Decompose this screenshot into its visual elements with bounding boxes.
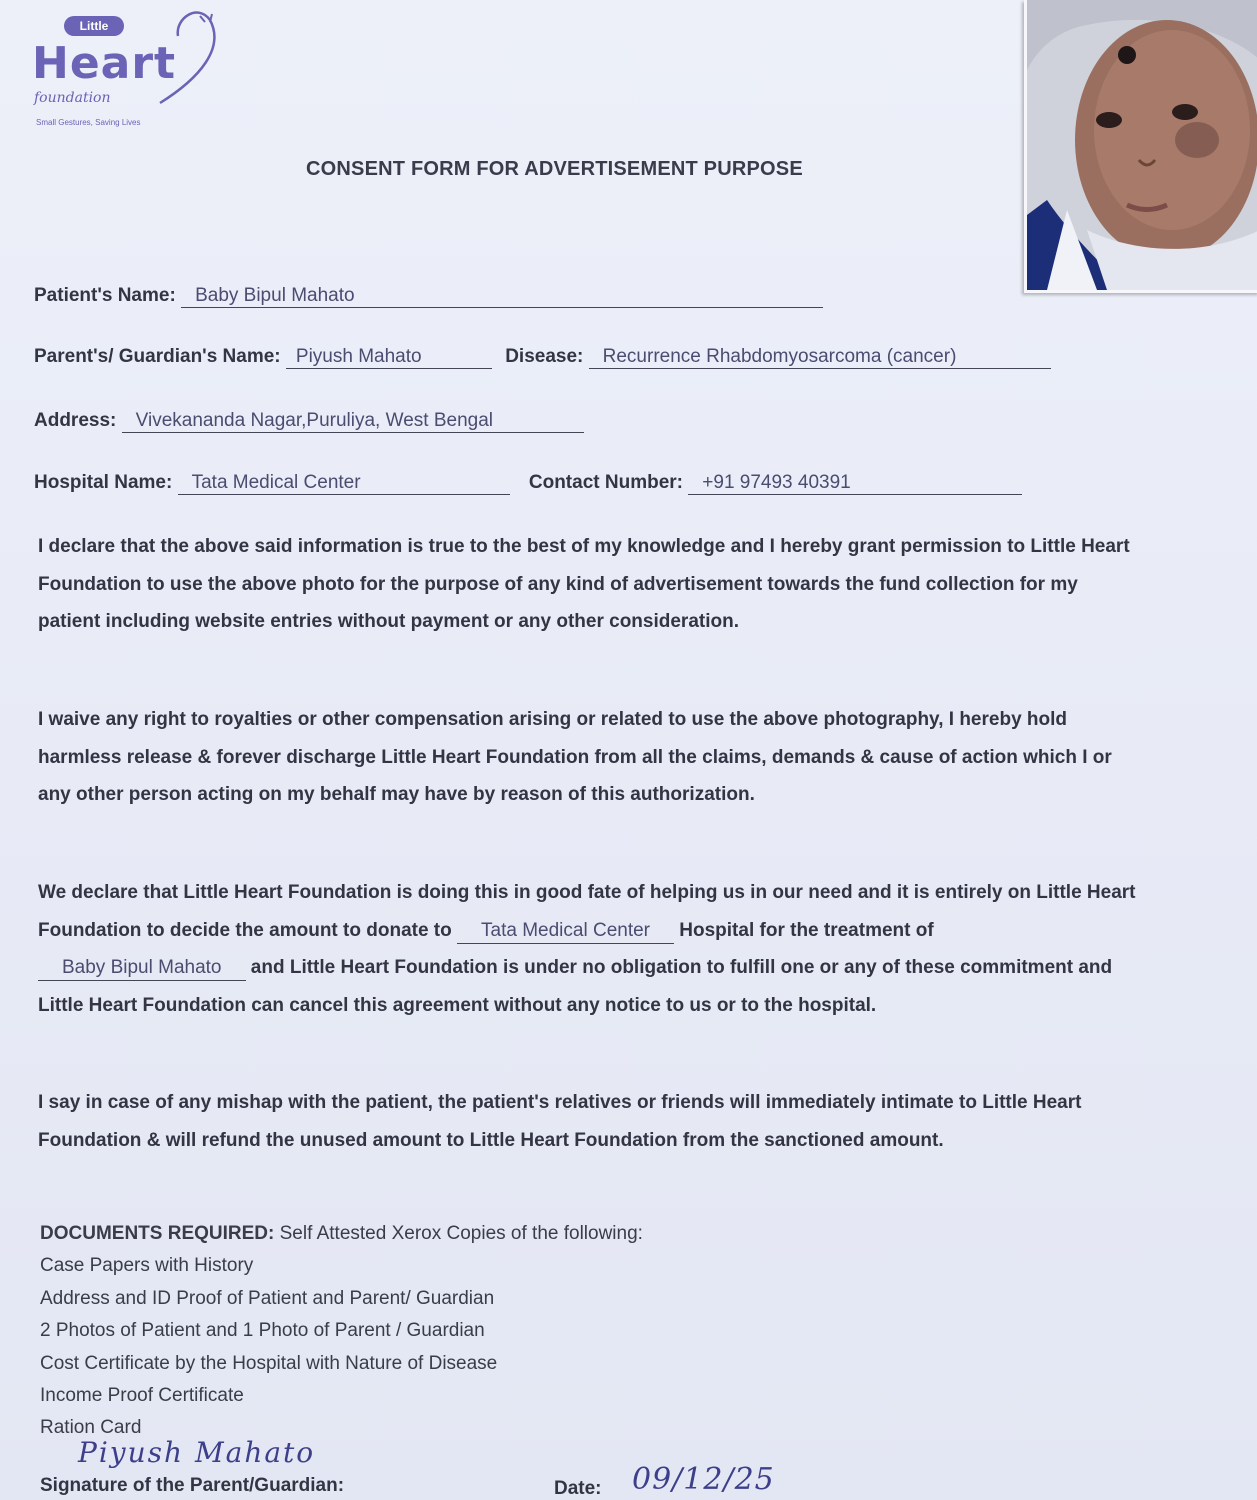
hospital-contact-row xyxy=(34,472,1022,495)
documents-heading: DOCUMENTS REQUIRED: xyxy=(40,1223,275,1244)
donation-text-b: Hospital for the treatment of xyxy=(679,919,934,941)
donation-hospital-value: Tata Medical Center xyxy=(457,919,674,944)
logo-badge: Little xyxy=(64,16,124,36)
form-title: CONSENT FORM FOR ADVERTISEMENT PURPOSE xyxy=(306,158,803,180)
signature-label: Signature of the Parent/Guardian: xyxy=(40,1475,345,1496)
donation-text-c: and Little Heart Foundation is under no obligation to fulfill one or any of these commitment and Little Heart Foundation can cancel this agreement without any notice to us or to the hospital. xyxy=(38,957,1113,1016)
document-item: Address and ID Proof of Patient and Parent/ Guardian xyxy=(40,1287,495,1309)
disease-value: Recurrence Rhabdomyosarcoma (cancer) xyxy=(589,346,1051,369)
logo-name: Heart xyxy=(32,38,177,89)
waiver-paragraph: I waive any right to royalties or other compensation arising or related to use the above photography, I hereby hold harmless release & forever discharge Little Heart Foundation from all the claims, demands & cause of action which I or any other person acting on my behalf may have by reason of this authorization. xyxy=(38,709,1112,805)
handwritten-date: 09/12/25 xyxy=(632,1462,775,1497)
address-label: Address: xyxy=(34,410,117,431)
donation-paragraph xyxy=(38,874,1138,1024)
contact-value: +91 97493 40391 xyxy=(688,472,1022,495)
address-value: Vivekananda Nagar,Puruliya, West Bengal xyxy=(122,410,584,433)
logo-tagline: Small Gestures, Saving Lives xyxy=(36,118,141,127)
contact-label: Contact Number: xyxy=(528,472,683,493)
documents-required-section xyxy=(40,1218,643,1445)
documents-heading-line xyxy=(40,1218,643,1250)
patient-name-row xyxy=(34,285,823,308)
address-row xyxy=(34,410,584,433)
parent-name-label: Parent's/ Guardian's Name: xyxy=(34,346,281,367)
patient-name-label: Patient's Name: xyxy=(34,285,176,306)
patient-photo xyxy=(1024,0,1257,293)
handwritten-signature: Piyush Mahato xyxy=(78,1436,316,1469)
document-item: Ration Card xyxy=(40,1417,142,1439)
disease-label: Disease: xyxy=(505,346,584,367)
little-heart-foundation-logo xyxy=(30,8,220,133)
logo-subtitle: foundation xyxy=(34,90,111,106)
hospital-value: Tata Medical Center xyxy=(178,472,510,495)
date-label: Date: xyxy=(554,1478,602,1499)
document-item: Cost Certificate by the Hospital with Nature of Disease xyxy=(40,1352,498,1374)
document-item: Income Proof Certificate xyxy=(40,1385,244,1407)
parent-disease-row xyxy=(34,346,1051,369)
donation-text-a: We declare that Little Heart Foundation is doing this in good fate of helping us in our need and it is entirely on Little Heart Foundation to decide the amount to donate to xyxy=(38,882,1136,941)
mishap-paragraph: I say in case of any mishap with the patient, the patient's relatives or friends will immediately intimate to Little Heart Foundation & will refund the unused amount to Little Heart Foundation from the sanctioned amount. xyxy=(38,1092,1082,1151)
document-item: 2 Photos of Patient and 1 Photo of Parent / Guardian xyxy=(40,1320,485,1342)
donation-patient-value: Baby Bipul Mahato xyxy=(38,956,246,981)
document-item: Case Papers with History xyxy=(40,1255,254,1277)
hospital-label: Hospital Name: xyxy=(34,472,173,493)
patient-name-value: Baby Bipul Mahato xyxy=(181,285,823,308)
infant-photo-icon xyxy=(1027,0,1257,290)
parent-name-value: Piyush Mahato xyxy=(286,346,492,369)
declaration-paragraph: I declare that the above said information is true to the best of my knowledge and I hereby grant permission to Little Heart Foundation to use the above photo for the purpose of any kind of advertisement towards the fund collection for my patient including website entries without payment or any other consideration. xyxy=(38,536,1130,632)
documents-intro: Self Attested Xerox Copies of the following: xyxy=(279,1223,643,1244)
logo-heart-swirl-icon xyxy=(130,8,220,118)
